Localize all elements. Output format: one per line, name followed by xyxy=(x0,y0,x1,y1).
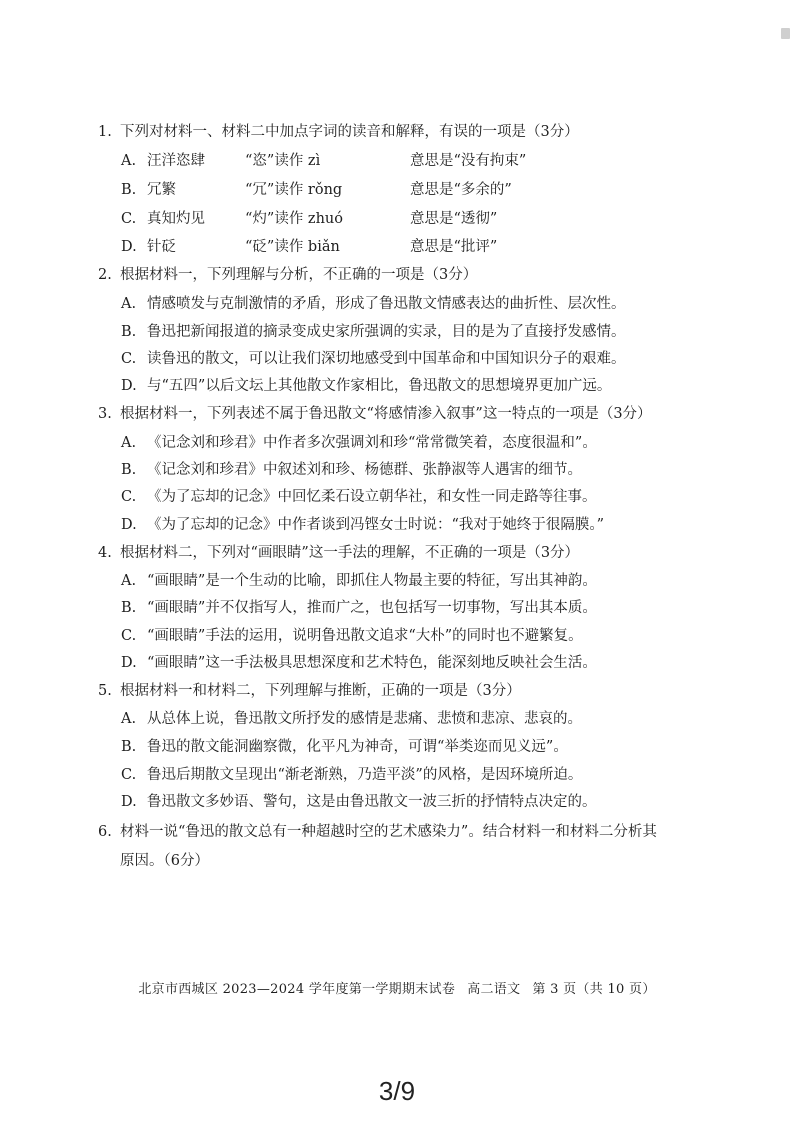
question-3 xyxy=(98,404,738,424)
question-text: 根据材料二，下列对“画眼睛”这一手法的理解，不正确的一项是（3分） xyxy=(120,545,580,561)
question-number: 5. xyxy=(98,683,112,699)
question-6 xyxy=(98,822,738,842)
question-text-line-2: 原因。（6分） xyxy=(120,853,209,869)
footer-exam-title: 北京市西城区 2023—2024 学年度第一学期期末试卷 xyxy=(138,982,456,997)
page-corner-icon xyxy=(781,28,790,39)
question-4-option-b: B. “画眼睛”并不仅指写人，推而广之，也包括写一切事物，写出其本质。 xyxy=(121,600,597,616)
question-1 xyxy=(98,122,738,142)
question-number: 4. xyxy=(98,545,112,561)
question-5 xyxy=(98,681,738,701)
question-4-option-a: A. “画眼睛”是一个生动的比喻，即抓住人物最主要的特征，写出其神韵。 xyxy=(121,573,597,589)
question-number: 3. xyxy=(98,406,112,422)
question-2-option-b: B. 鲁迅把新闻报道的摘录变成史家所强调的实录，目的是为了直接抒发感情。 xyxy=(121,324,626,340)
question-5-option-d: D. 鲁迅散文多妙语、警句，这是由鲁迅散文一波三折的抒情特点决定的。 xyxy=(121,794,597,810)
page-footer xyxy=(0,978,794,997)
question-6-continuation xyxy=(120,851,760,871)
question-4-option-c: C. “画眼睛”手法的运用，说明鲁迅散文追求“大朴”的同时也不避繁复。 xyxy=(121,628,583,644)
question-number: 2. xyxy=(98,267,112,283)
question-2-option-a: A. 情感喷发与克制激情的矛盾，形成了鲁迅散文情感表达的曲折性、层次性。 xyxy=(121,296,626,312)
question-text: 根据材料一，下列理解与分析，不正确的一项是（3分） xyxy=(120,267,478,283)
question-3-option-b: B. 《记念刘和珍君》中叙述刘和珍、杨德群、张静淑等人遇害的细节。 xyxy=(121,462,582,478)
question-1-option-c: C. 真知灼见 “灼”读作 zhuó 意思是“透彻” xyxy=(121,211,498,227)
question-4-option-d: D. “画眼睛”这一手法极具思想深度和艺术特色，能深刻地反映社会生活。 xyxy=(121,655,597,671)
question-3-option-a: A. 《记念刘和珍君》中作者多次强调刘和珍“常常微笑着，态度很温和”。 xyxy=(121,435,597,451)
question-2-option-d: D. 与“五四”以后文坛上其他散文作家相比，鲁迅散文的思想境界更加广远。 xyxy=(121,378,612,394)
footer-page-number: 第 3 页（共 10 页） xyxy=(532,982,656,997)
question-2-option-c: C. 读鲁迅的散文，可以让我们深切地感受到中国革命和中国知识分子的艰难。 xyxy=(121,351,626,367)
question-text: 根据材料一，下列表述不属于鲁迅散文“将感情渗入叙事”这一特点的一项是（3分） xyxy=(120,406,652,422)
question-5-option-c: C. 鲁迅后期散文呈现出“渐老渐熟，乃造平淡”的风格，是因环境所迫。 xyxy=(121,767,583,783)
question-3-option-c: C. 《为了忘却的记念》中回忆柔石设立朝华社，和女性一同走路等往事。 xyxy=(121,489,597,505)
question-2 xyxy=(98,265,738,285)
question-4 xyxy=(98,543,738,563)
footer-subject: 高二语文 xyxy=(467,982,521,997)
question-number: 6. xyxy=(98,824,112,840)
question-text: 下列对材料一、材料二中加点字词的读音和解释，有误的一项是（3分） xyxy=(120,124,579,140)
question-text-line-1: 材料一说“鲁迅的散文总有一种超越时空的艺术感染力”。结合材料一和材料二分析其 xyxy=(120,824,657,840)
question-1-option-a: A. 汪洋恣肆 “恣”读作 zì 意思是“没有拘束” xyxy=(121,153,527,169)
question-1-option-b: B. 冗繁 “冗”读作 rǒng 意思是“多余的” xyxy=(121,182,512,198)
question-text: 根据材料一和材料二，下列理解与推断，正确的一项是（3分） xyxy=(120,683,521,699)
question-number: 1. xyxy=(98,124,112,140)
question-5-option-a: A. 从总体上说，鲁迅散文所抒发的感情是悲痛、悲愤和悲凉、悲哀的。 xyxy=(121,711,582,727)
question-1-option-d: D. 针砭 “砭”读作 biǎn 意思是“批评” xyxy=(121,239,498,255)
page-indicator: 3/9 xyxy=(378,1076,416,1106)
question-5-option-b: B. 鲁迅的散文能洞幽察微，化平凡为神奇，可谓“举类迩而见义远”。 xyxy=(121,739,568,755)
question-3-option-d: D. 《为了忘却的记念》中作者谈到冯铿女士时说：“我对于她终于很隔膜。” xyxy=(121,517,605,533)
